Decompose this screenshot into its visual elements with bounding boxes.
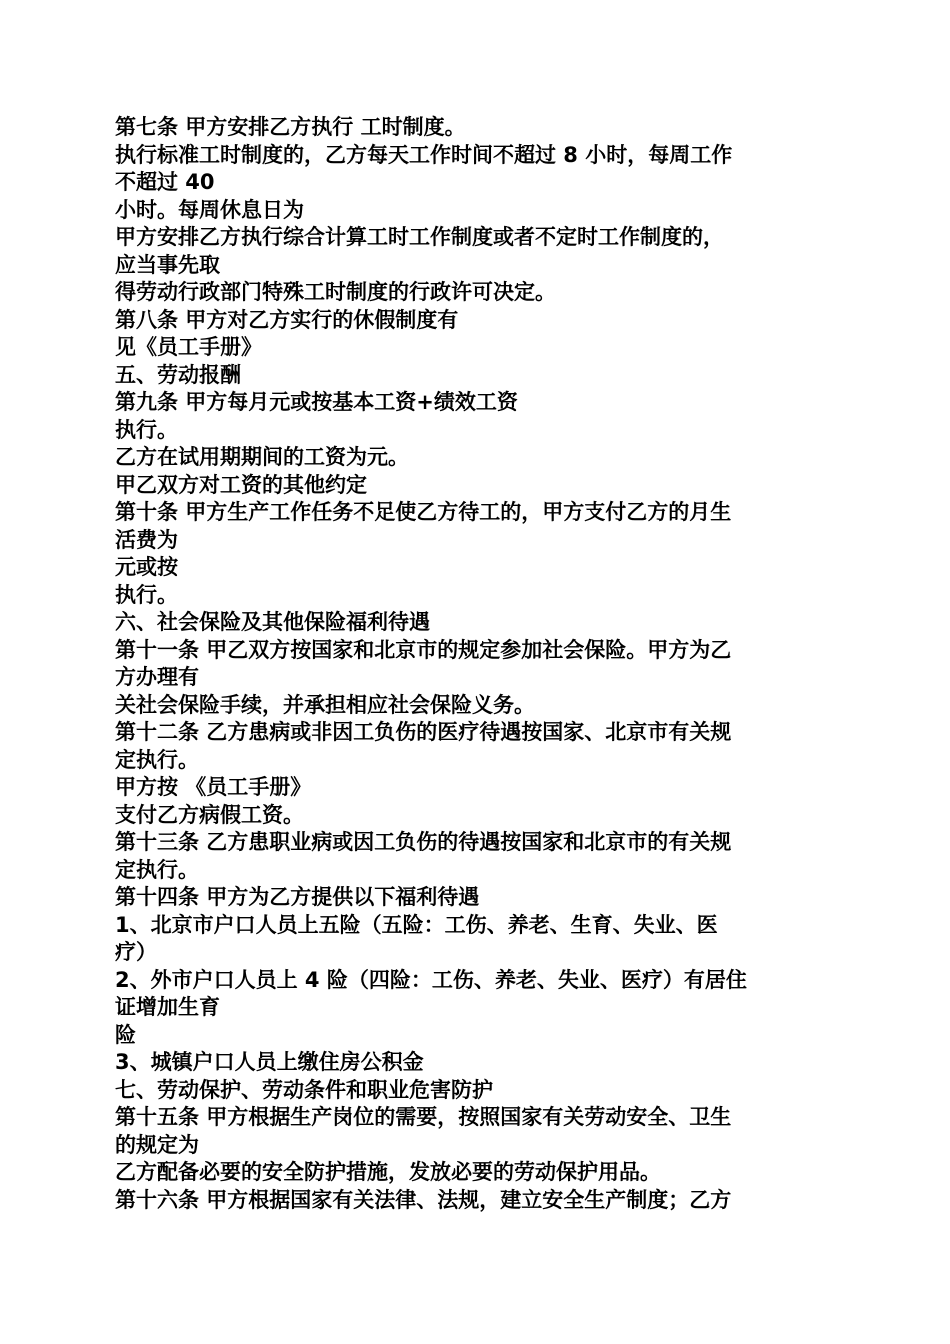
text-line: 执行。 — [115, 417, 178, 442]
text-line: 第十一条 甲乙双方按国家和北京市的规定参加社会保险。甲方为乙 — [115, 637, 732, 662]
text-line: 见《员工手册》 — [115, 335, 262, 359]
text-line: 甲方按 《员工手册》 — [115, 775, 312, 799]
text-line: 第七条 甲方安排乙方执行 工时制度。 — [115, 115, 466, 139]
text-line: 得劳动行政部门特殊工时制度的行政许可决定。 — [115, 280, 556, 304]
text-line: 甲方安排乙方执行综合计算工时工作制度或者不定时工作制度的， — [115, 225, 724, 249]
text-line: 第九条 甲方每月元或按基本工资+绩效工资 — [115, 390, 518, 414]
text-line: 1、北京市户口人员上五险（五险：工伤、养老、生育、失业、医 — [115, 912, 718, 937]
text-line: 第十二条 乙方患病或非因工负伤的医疗待遇按国家、北京市有关规 — [115, 720, 732, 744]
text-line: 2、外市户口人员上 4 险（四险：工伤、养老、失业、医疗）有居住 — [115, 967, 747, 992]
text-line: 第十四条 甲方为乙方提供以下福利待遇 — [115, 885, 480, 909]
text-line: 定执行。 — [115, 747, 199, 772]
text-line: 第八条 甲方对乙方实行的休假制度有 — [115, 307, 459, 332]
text-line: 六、社会保险及其他保险福利待遇 — [115, 610, 430, 634]
text-line: 甲乙双方对工资的其他约定 — [115, 472, 367, 497]
text-line: 元或按 — [115, 555, 178, 579]
text-line: 第十六条 甲方根据国家有关法律、法规，建立安全生产制度；乙方 — [115, 1187, 732, 1212]
text-line: 不超过 40 — [115, 170, 215, 194]
text-line: 七、劳动保护、劳动条件和职业危害防护 — [115, 1077, 493, 1102]
text-line: 第十三条 乙方患职业病或因工负伤的待遇按国家和北京市的有关规 — [115, 830, 732, 854]
text-line: 乙方在试用期期间的工资为元。 — [115, 445, 409, 469]
text-line: 第十条 甲方生产工作任务不足使乙方待工的，甲方支付乙方的月生 — [115, 500, 732, 524]
text-line: 方办理有 — [115, 665, 199, 689]
text-line: 3、城镇户口人员上缴住房公积金 — [115, 1050, 424, 1074]
text-line: 支付乙方病假工资。 — [115, 802, 304, 827]
text-line: 定执行。 — [115, 857, 199, 882]
text-line: 关社会保险手续，并承担相应社会保险义务。 — [115, 692, 535, 717]
text-line: 五、劳动报酬 — [115, 362, 241, 387]
text-line: 的规定为 — [115, 1132, 199, 1157]
text-line: 乙方配备必要的安全防护措施，发放必要的劳动保护用品。 — [115, 1160, 661, 1184]
text-line: 第十五条 甲方根据生产岗位的需要，按照国家有关劳动安全、卫生 — [115, 1105, 732, 1129]
text-line: 执行标准工时制度的，乙方每天工作时间不超过 8 小时，每周工作 — [115, 142, 733, 167]
text-line: 证增加生育 — [115, 995, 220, 1019]
text-line: 险 — [115, 1022, 136, 1047]
text-line: 小时。每周休息日为 — [115, 197, 304, 222]
text-line: 疗） — [115, 940, 157, 964]
text-line: 执行。 — [115, 582, 178, 607]
text-line: 活费为 — [115, 527, 178, 552]
text-line: 应当事先取 — [115, 252, 220, 277]
document-page — [115, 114, 835, 1214]
